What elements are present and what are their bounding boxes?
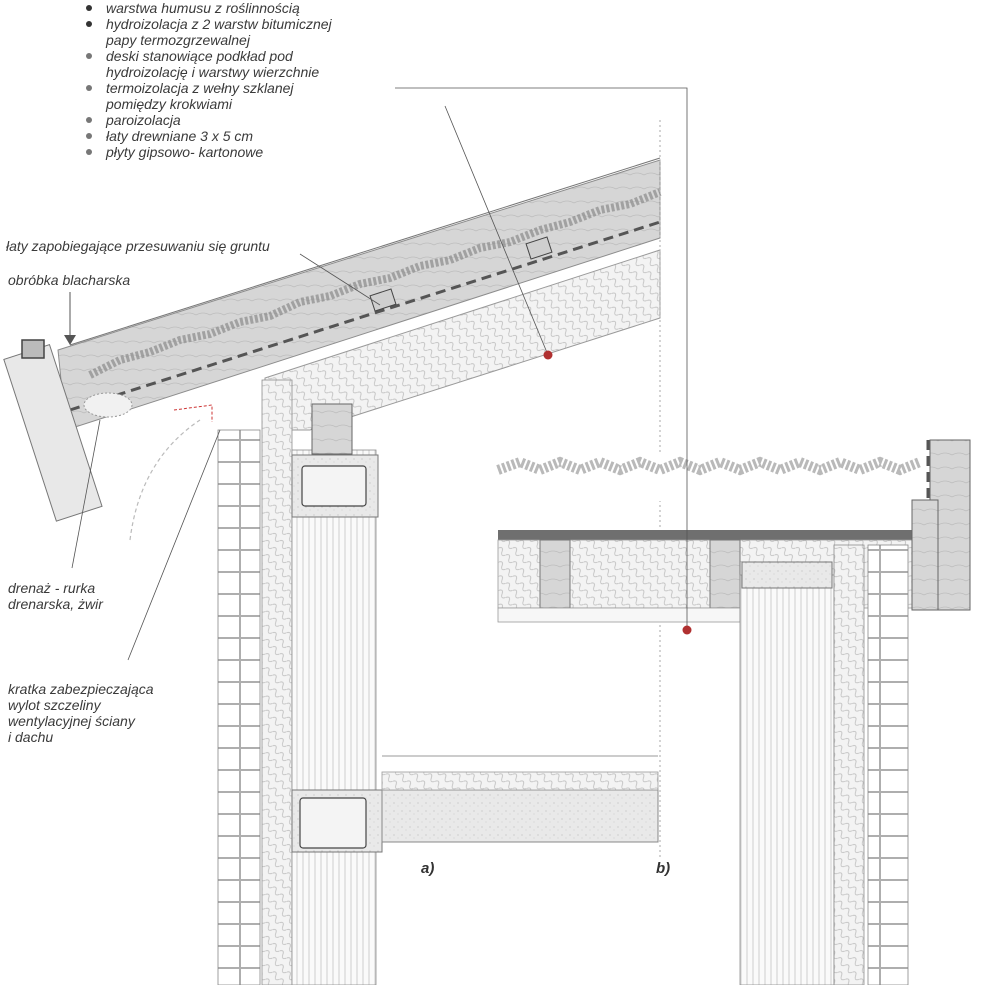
section-b-label: b) [656, 860, 671, 877]
section-a-label: a) [421, 860, 435, 877]
legend-bullet-icon [86, 117, 92, 123]
label-kratka-line-4: i dachu [8, 729, 54, 745]
legend-bullet-icon [86, 133, 92, 139]
legend-bullet-icon [86, 5, 92, 11]
legend-item [86, 48, 332, 80]
legend-item [86, 16, 332, 48]
legend-item [86, 0, 332, 16]
legend-bullet-icon [86, 21, 92, 27]
legend-item-text: termoizolacja z wełny szklanej [106, 80, 294, 96]
layers-legend [86, 0, 332, 160]
legend-item-text: hydroizolacja z 2 warstw bitumicznej [106, 16, 332, 32]
label-drenaz-line-2: drenarska, żwir [8, 596, 103, 612]
legend-bullet-icon [86, 53, 92, 59]
label-obrobka-blacharska: obróbka blacharska [8, 272, 131, 288]
label-laty: łaty zapobiegające przesuwaniu się gruntu [6, 238, 270, 254]
legend-bullet-icon [86, 85, 92, 91]
label-kratka [8, 681, 154, 745]
legend-item-text: deski stanowiące podkład pod [106, 48, 293, 64]
legend-item [86, 144, 332, 160]
legend-bullet-icon [86, 149, 92, 155]
legend-item [86, 128, 332, 144]
legend-item-text: pomiędzy krokwiami [106, 96, 233, 112]
legend-item [86, 112, 332, 128]
legend-item [86, 80, 332, 112]
legend-item-text: łaty drewniane 3 x 5 cm [106, 128, 254, 144]
label-kratka-line-3: wentylacyjnej ściany [8, 713, 135, 729]
label-kratka-line-2: wylot szczeliny [8, 697, 101, 713]
label-kratka-line-1: kratka zabezpieczająca [8, 681, 154, 697]
label-drenaz [8, 580, 103, 612]
label-drenaz-line-1: drenaż - rurka [8, 580, 96, 596]
legend-item-text: paroizolacja [106, 112, 181, 128]
legend-item-text: papy termozgrzewalnej [106, 32, 250, 48]
legend-item-text: hydroizolację i warstwy wierzchnie [106, 64, 320, 80]
legend-item-text: płyty gipsowo- kartonowe [106, 144, 264, 160]
legend-item-text: warstwa humusu z roślinnością [106, 0, 300, 16]
